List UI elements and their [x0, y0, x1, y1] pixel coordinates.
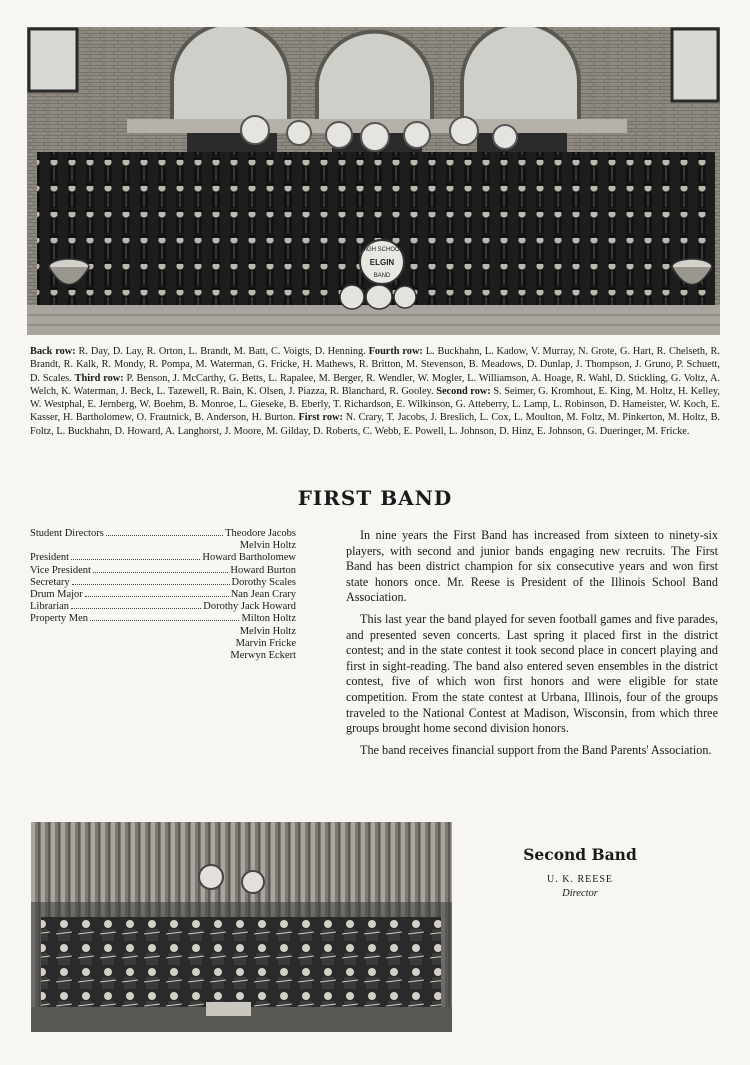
officer-row [30, 528, 296, 540]
second-band-photo-illustration [31, 822, 452, 1032]
officer-row [30, 565, 296, 577]
officer-name-continued: Marvin Fricke [235, 637, 296, 649]
drum-text-top: HIGH SCHOOL [360, 247, 404, 253]
officer-role: Drum Major [30, 589, 83, 601]
caption-row-names: L. Buckhahn, L. Kadow, V. Murray, N. Grote, G. Hart, R. Chelseth, R. Brandt, R. Kalk, R. Mondy, R. Pompa, M. Waterman, G. Fricke, H. Mathews, R. Britton, M. Stevenson, B. Meadows, D. Dunlap, J. Thompson, J. Gruno, P. Schuett, D. Scales. [30, 346, 720, 384]
officer-name: Theodore Jacobs [225, 528, 296, 539]
officer-name: Dorothy Jack Howard [203, 601, 296, 613]
band-photo-illustration [27, 27, 720, 335]
leader-dots [90, 620, 239, 621]
officer-name-continued: Melvin Holtz [239, 540, 296, 552]
officer-name-continued: Melvin Holtz [239, 625, 296, 637]
officer-role: Student Directors [30, 528, 104, 539]
leader-dots [71, 608, 201, 609]
caption-row-names: S. Seimer, G. Kromhout, E. King, M. Holtz, H. Kelley, W. Westphal, E. Jernberg, W. Boehm, B. Monroe, L. Gieseke, B. Eberly, T. Richardson, E. Wilkinson, G. Atteberry, L. Lamp, L. Robinson, D. Hameister, W. Koch, E. Kasser, H. Bartholomew, O. Frautnick, B. Anderson, H. Burton. [30, 385, 720, 424]
leader-dots [72, 584, 230, 585]
second-band-photo [31, 822, 452, 1032]
officer-role: Librarian [30, 601, 70, 613]
officer-row [30, 601, 296, 613]
caption-row-names: R. Day, D. Lay, R. Orton, L. Brandt, M. Batt, C. Voigts, D. Henning. [78, 346, 366, 357]
officer-role: Property Men [30, 613, 89, 625]
officer-role: Vice President [30, 564, 91, 576]
officer-name: Nan Jean Crary [230, 589, 296, 601]
leader-dots [71, 559, 200, 560]
body-paragraph: This last year the band played for seven football games and five parades, and presented seven concerts. Last spring it placed first in the district contest; and in the state contest it took second place in concert playing and first in sight-reading. The band also entered seven ensembles in the district contest, five of which won first honors and were eligible for state competition. From the state contest at Urbana, Illinois, four of the groups traveled to the National Contest at Madison, Wisconsin, from which three groups brought home second division honors. [346, 611, 718, 736]
caption-row-names: N. Crary, T. Jacobs, J. Breslich, L. Cox, L. Moulton, M. Foltz, M. Pinkerton, M. Holtz, B. Foltz, L. Buckhahn, D. Howard, A. Langhorst, J. Moore, M. Gilday, D. Roberts, C. Webb, E. Powell, L. Johnson, D. Hinz, E. Johnson, G. Dueringer, M. Fricke. [30, 412, 721, 437]
article-body [346, 528, 718, 764]
caption-row-names: P. Benson, J. McCarthy, G. Betts, L. Rapalee, M. Berger, R. Wendler, W. Mogler, L. Williamson, A. Hoage, R. Wahl, D. Stickling, G. Voltz, A. Welch, K. Waterman, J. Beck, L. Tazewell, R. Bain, K. Olsen, J. Piazza, R. Blanchard, R. Gooley. [30, 372, 721, 397]
officer-row [30, 613, 296, 625]
page-title: FIRST BAND [297, 486, 453, 510]
second-band-title: Second Band [523, 845, 637, 864]
director-name: U. K. REESE [547, 874, 613, 885]
officer-row [30, 577, 296, 589]
caption-row-label: Back row: [30, 346, 76, 357]
leader-dots [106, 535, 223, 536]
officer-name: Howard Bartholomew [202, 552, 296, 564]
drum-text-middle: ELGIN [369, 258, 395, 267]
body-paragraph: The band receives financial support from the Band Parents' Association. [360, 742, 712, 757]
leader-dots [93, 572, 228, 573]
officer-name: Dorothy Scales [231, 576, 296, 588]
leader-dots [85, 596, 229, 597]
drum-text-bottom: BAND [373, 273, 391, 279]
officer-role: Secretary [30, 576, 70, 588]
caption-row-label: First row: [298, 412, 343, 424]
director-title: Director [562, 888, 598, 899]
caption-row-label: Fourth row: [368, 346, 423, 357]
officer-name: Howard Burton [230, 564, 296, 576]
band-photo-caption [30, 345, 720, 438]
caption-row-label: Second row: [436, 385, 491, 397]
officer-row [30, 552, 296, 564]
officer-row [30, 589, 296, 601]
band-group-photo [27, 27, 720, 335]
caption-row-label: Third row: [74, 372, 124, 384]
officer-role: President [30, 552, 70, 564]
officer-name-continued: Merwyn Eckert [230, 650, 296, 662]
body-paragraph: In nine years the First Band has increased from sixteen to ninety-six players, with second and junior bands engaging new recruits. The First Band has been district champion for six consecutive years and won first state honors once. Mr. Reese is President of the Illinois School Band Association. [346, 528, 718, 605]
officer-name: Milton Holtz [241, 613, 296, 625]
officers-list [30, 528, 296, 662]
